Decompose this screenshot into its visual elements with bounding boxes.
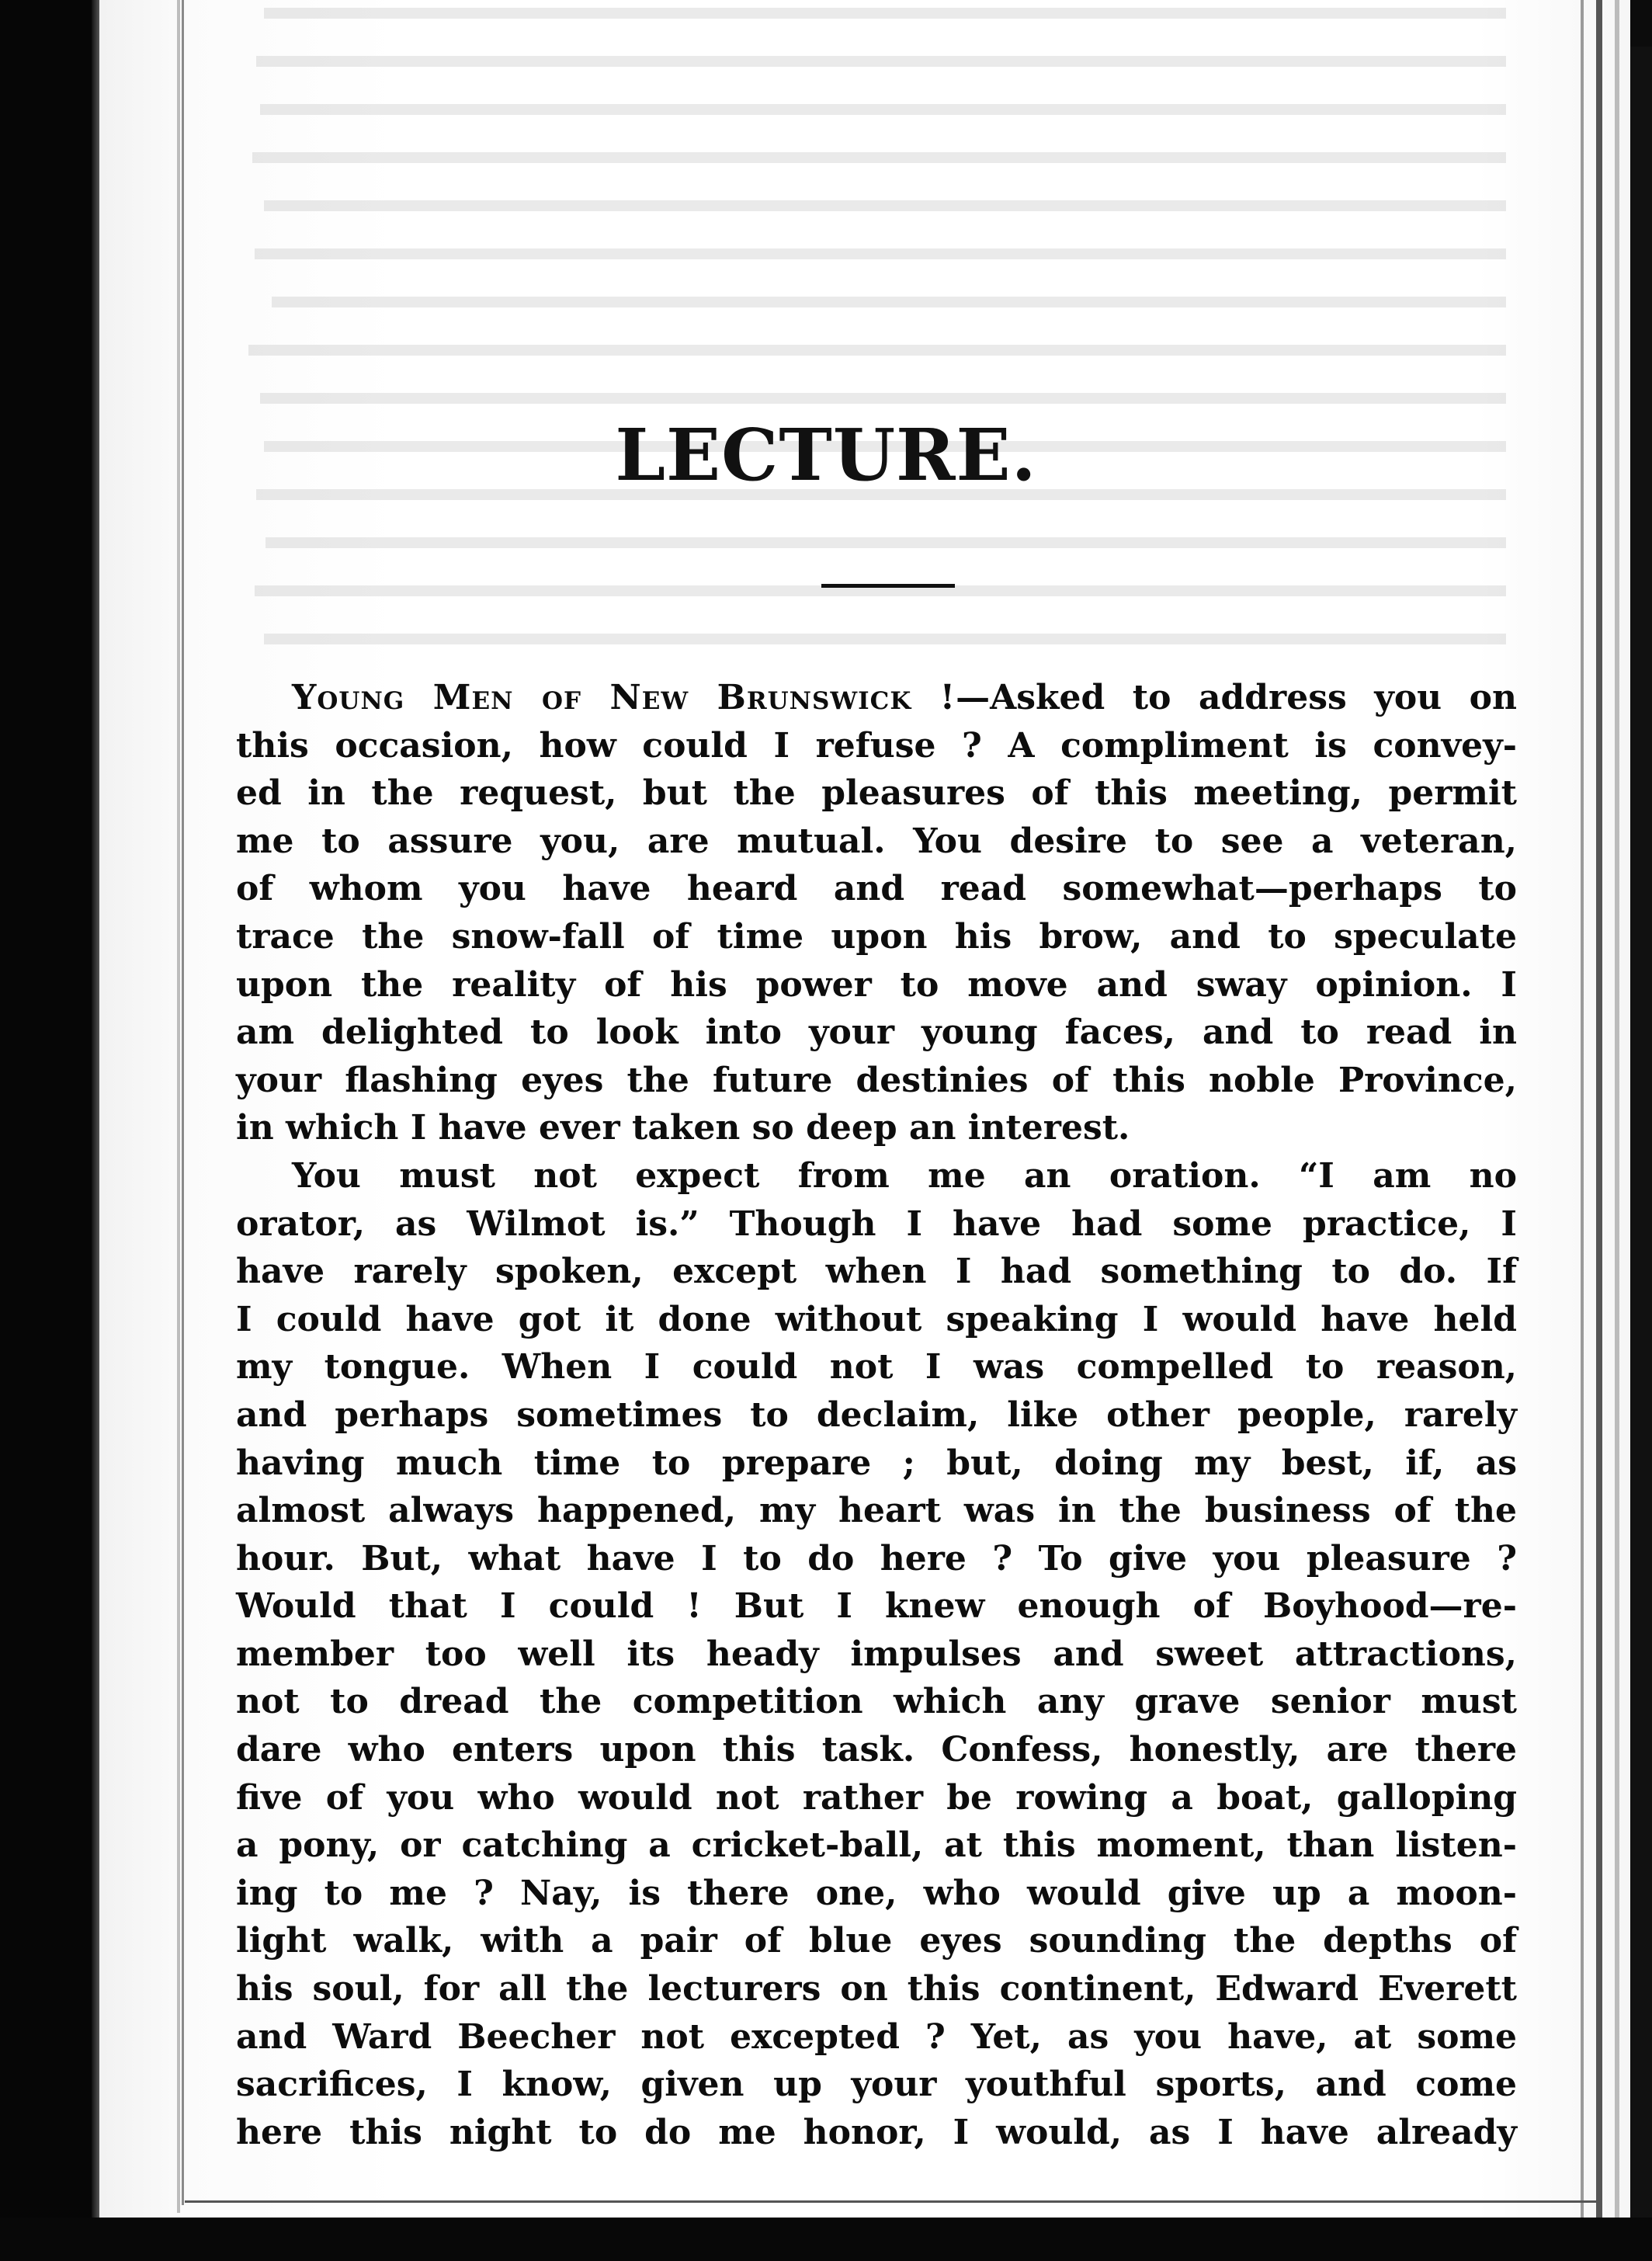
text-line: having much time to prepare ; but, doing my best, if, as xyxy=(236,1443,1517,1483)
text-line xyxy=(236,674,1517,722)
text-line: in which I have ever taken so deep an interest. xyxy=(236,1108,1130,1148)
text-line: have rarely spoken, except when I had something to do. If xyxy=(236,1252,1517,1292)
text-line: not to dread the competition which any grave senior must xyxy=(236,1682,1517,1722)
text-line: ing to me ? Nay, is there one, who would give up a moon- xyxy=(236,1873,1517,1913)
sheet-edge xyxy=(1581,0,1584,2218)
text-line: my tongue. When I could not I was compelled to reason, xyxy=(236,1347,1517,1388)
text-line: am delighted to look into your young faces, and to read in xyxy=(236,1012,1517,1053)
show-through-texture xyxy=(233,0,1506,699)
sheet-edge xyxy=(92,0,99,2218)
text-line: dare who enters upon this task. Confess, honestly, are there xyxy=(236,1730,1517,1770)
text-line: ed in the request, but the pleasures of this meeting, permit xyxy=(236,773,1517,814)
text-line: and perhaps sometimes to declaim, like other people, rarely xyxy=(236,1394,1517,1435)
line-text: —Asked to address you on xyxy=(956,678,1517,717)
paragraph-1 xyxy=(236,674,1517,1152)
text-line: your flashing eyes the future destinies of this noble Province, xyxy=(236,1060,1517,1100)
text-line: You must not expect from me an oration. “I am no xyxy=(292,1155,1517,1196)
text-line: I could have got it done without speaking I would have held xyxy=(236,1299,1517,1339)
title-rule xyxy=(821,584,955,588)
text-line: light walk, with a pair of blue eyes sounding the depths of xyxy=(236,1921,1517,1961)
scan-border-right xyxy=(1630,0,1652,2261)
text-line: me to assure you, are mutual. You desire to see a veteran, xyxy=(236,821,1517,861)
text-line: and Ward Beecher not excepted ? Yet, as you have, at some xyxy=(236,2016,1517,2057)
body-text xyxy=(236,674,1517,2156)
text-line: member too well its heady impulses and sweet attractions, xyxy=(236,1634,1517,1674)
text-line: trace the snow-fall of time upon his brow, and to speculate xyxy=(236,916,1517,957)
sheet-edge xyxy=(185,2200,1598,2203)
scan-border-left xyxy=(0,0,92,2261)
text-line: almost always happened, my heart was in the business of the xyxy=(236,1491,1517,1531)
text-line: hour. But, what have I to do here ? To give you pleasure ? xyxy=(236,1538,1517,1579)
text-line: Would that I could ! But I knew enough of Boyhood—re- xyxy=(236,1586,1517,1627)
text-line: of whom you have heard and read somewhat—perhaps to xyxy=(236,869,1517,909)
sheet-edge xyxy=(1615,0,1619,2218)
text-line: here this night to do me honor, I would, as I have already xyxy=(236,2112,1517,2152)
text-line: this occasion, how could I refuse ? A compliment is convey- xyxy=(236,725,1517,766)
salutation: Young Men of New Brunswick ! xyxy=(292,678,956,717)
page-title: LECTURE. xyxy=(615,413,1037,497)
text-line: his soul, for all the lecturers on this continent, Edward Everett xyxy=(236,1969,1517,2009)
sheet-edge xyxy=(1596,0,1602,2218)
text-line: upon the reality of his power to move and sway opinion. I xyxy=(236,964,1517,1005)
text-line: five of you who would not rather be rowing a boat, galloping xyxy=(236,1777,1517,1818)
scan-border-bottom xyxy=(0,2218,1652,2261)
text-line: sacrifices, I know, given up your youthful sports, and come xyxy=(236,2065,1517,2105)
sheet-edge xyxy=(182,0,184,2205)
text-line: a pony, or catching a cricket-ball, at this moment, than listen- xyxy=(236,1825,1517,1866)
sheet-edge xyxy=(177,0,180,2213)
text-line: orator, as Wilmot is.” Though I have had some practice, I xyxy=(236,1203,1517,1244)
paragraph-2 xyxy=(236,1152,1517,2156)
